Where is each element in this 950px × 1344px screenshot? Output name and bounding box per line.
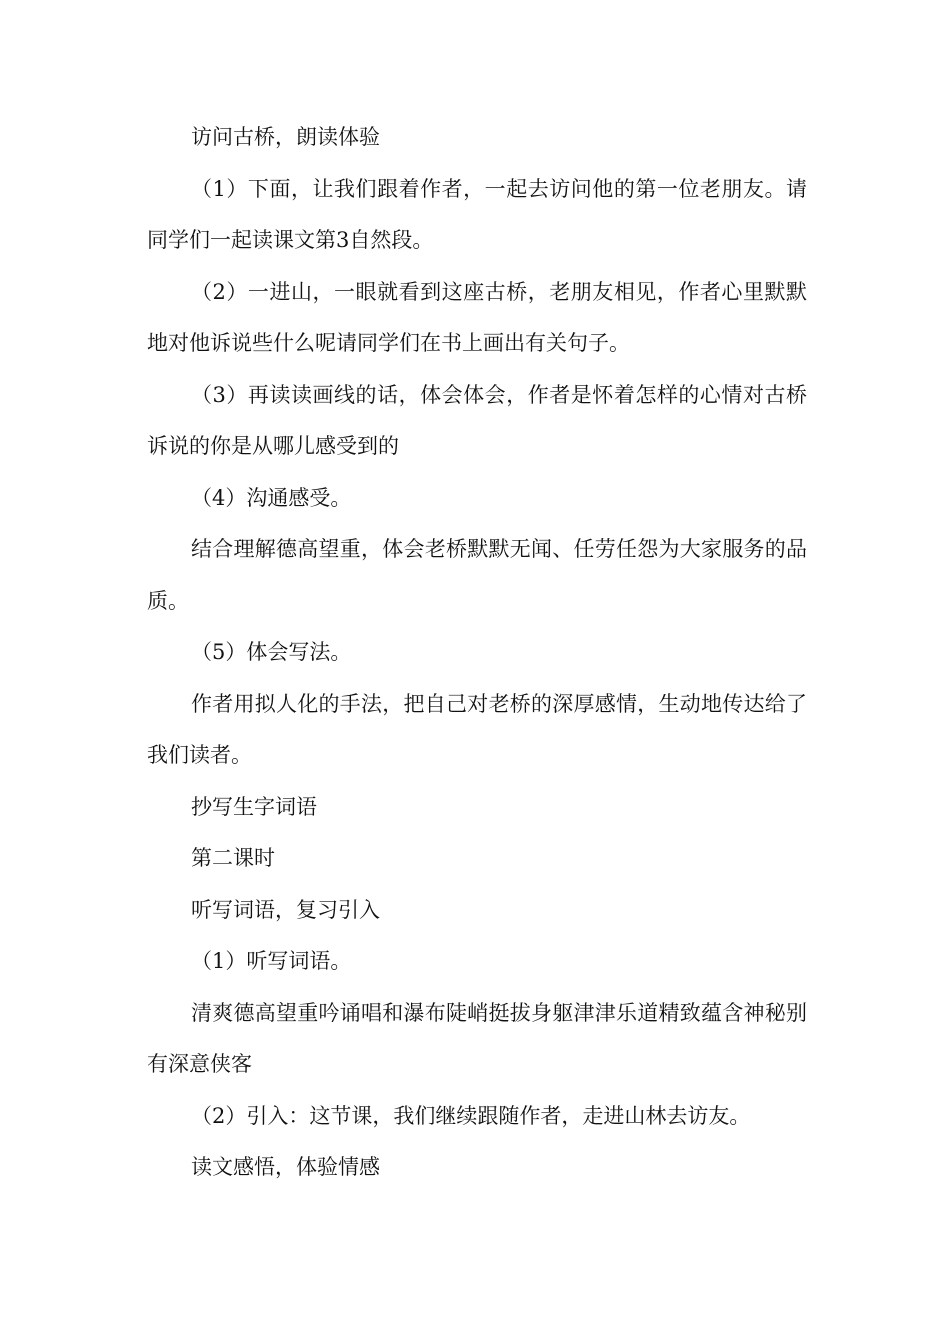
- paragraph-word-list: 清爽德高望重吟诵唱和瀑布陡峭挺拔身躯津津乐道精致蕴含神秘别有深意侠客: [147, 1000, 807, 1076]
- paragraph-step-5: （5）体会写法。: [191, 640, 352, 664]
- paragraph-dictation-step-2: （2）引入：这节课，我们继续跟随作者，走进山林去访友。: [191, 1103, 751, 1128]
- paragraph-writing-method: 作者用拟人化的手法，把自己对老桥的深厚感情，生动地传达给了我们读者。: [147, 691, 807, 767]
- section-heading-visit-bridge: 访问古桥，朗读体验: [191, 125, 380, 149]
- paragraph-step-3: （3）再读读画线的话，体会体会，作者是怀着怎样的心情对古桥诉说的你是从哪儿感受到的: [147, 382, 807, 458]
- paragraph-understanding: 结合理解德高望重，体会老桥默默无闻、任劳任怨为大家服务的品质。: [147, 537, 807, 613]
- section-heading-second-lesson: 第二课时: [191, 846, 275, 870]
- paragraph-dictation-step-1: （1）听写词语。: [191, 949, 352, 973]
- section-heading-copy-words: 抄写生字词语: [191, 794, 317, 819]
- paragraph-step-1: （1）下面，让我们跟着作者，一起去访问他的第一位老朋友。请同学们一起读课文第3自然段。: [147, 176, 807, 252]
- paragraph-step-4: （4）沟通感受。: [191, 485, 352, 510]
- document-body: [147, 112, 807, 1194]
- section-heading-dictation: 听写词语，复习引入: [191, 897, 380, 922]
- paragraph-step-2: （2）一进山，一眼就看到这座古桥，老朋友相见，作者心里默默地对他诉说些什么呢请同学们在书上画出有关句子。: [147, 279, 807, 355]
- section-heading-reading: 读文感悟，体验情感: [191, 1155, 380, 1179]
